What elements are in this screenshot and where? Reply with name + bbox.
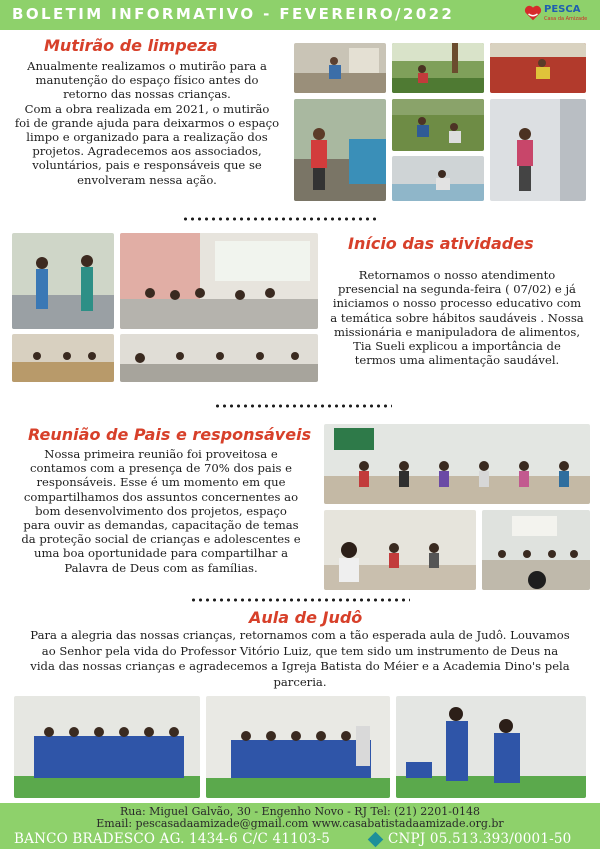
text-line: Com a obra realizada em 2021, o mutirão [24, 101, 270, 116]
text-line: limpo e organizado para a realização dos [26, 130, 268, 145]
photo-judo-group-2 [206, 696, 390, 798]
text-line: Tia Sueli explicou a importância de [353, 339, 561, 354]
header-bar [0, 0, 600, 30]
text-line: voluntários, pais e responsáveis que se [32, 158, 262, 173]
photo-painting-wall [490, 99, 586, 201]
text-line: Nossa primeira reunião foi proveitosa e [44, 447, 278, 461]
photo-cleaning-yard [294, 43, 386, 93]
section-divider [190, 598, 410, 602]
text-line: da proteção social de crianças e adolescentes e [21, 532, 301, 547]
text-line: missionária e manipuladora de alimentos, [333, 324, 581, 339]
reuniao-text [4, 447, 318, 575]
photo-floor-cleaning [490, 43, 586, 93]
text-line: presencial na segunda-feira ( 07/02) e já [338, 282, 576, 297]
text-line: para ouvir as demandas, capacitação de temas [23, 518, 299, 533]
bank-details: BANCO BRADESCO AG. 1434-6 C/C 41103-5 [14, 831, 331, 847]
text-line: Palavra de Deus com as famílias. [64, 560, 258, 575]
logo-name: PESCA [544, 4, 581, 15]
photo-weeding [392, 99, 484, 151]
text-line: uma boa oportunidade para compartilhar a [34, 546, 288, 561]
photo-kids-tables [12, 334, 114, 382]
cnpj-number: CNPJ 05.513.393/0001-50 [388, 831, 572, 847]
footer-bar [0, 803, 600, 849]
diamond-icon [368, 832, 384, 848]
photo-judo-group-1 [14, 696, 200, 798]
photo-volunteers-outdoor [294, 99, 386, 201]
text-line: termos uma alimentação saudável. [354, 353, 560, 368]
text-line: parceria. [273, 674, 327, 689]
photo-parents-meeting [324, 424, 590, 504]
text-line: Para a alegria das nossas crianças, retornamos com a tão esperada aula de Judô. Louvamos [30, 628, 570, 642]
text-line: Retornamos o nosso atendimento [358, 268, 556, 282]
text-line: ao Senhor pela vida do Professor Vitório Luiz, que tem sido um instrumento de Deus na [41, 643, 559, 658]
pesca-logo [524, 3, 586, 27]
photo-meeting-hall [482, 510, 590, 590]
mutirao-text [4, 59, 290, 187]
photo-scrubbing-floor [392, 156, 484, 201]
photo-classroom-lesson [120, 233, 318, 329]
text-line: a temática sobre hábitos saudáveis . Nossa [330, 310, 584, 325]
text-line: foi de grande ajuda para deixarmos o espaço [14, 115, 280, 130]
footer-contact: Email: pescasadaamizade@gmail.com www.casabatistadaamizade.org.br [96, 817, 504, 830]
text-line: manutenção do espaço físico antes do [35, 73, 259, 88]
judo-text [4, 628, 596, 690]
text-line: projetos. Agradecemos aos associados, [32, 144, 262, 159]
text-line: envolveram nessa ação. [77, 172, 217, 187]
section-divider [182, 217, 378, 221]
text-line: bom desenvolvimento dos projetos, espaço [35, 503, 287, 518]
section-divider [214, 404, 392, 408]
text-line: responsáveis. Esse é um momento em que [36, 475, 286, 490]
inicio-title: Início das atividades [348, 234, 534, 253]
newsletter-title: BOLETIM INFORMATIVO - FEVEREIRO/2022 [12, 5, 455, 23]
text-line: compartilhamos dos assuntos concernentes ao [23, 489, 299, 504]
photo-staff-group [12, 233, 114, 329]
reuniao-title: Reunião de Pais e responsáveis [28, 425, 312, 444]
photo-garden-work [392, 43, 484, 93]
mutirao-title: Mutirão de limpeza [44, 36, 218, 55]
text-line: Anualmente realizamos o mutirão para a [27, 59, 267, 73]
judo-title: Aula de Judô [249, 608, 363, 627]
photo-children-seated [120, 334, 318, 382]
photo-judo-lesson [396, 696, 586, 798]
inicio-text [322, 268, 592, 367]
text-line: contamos com a presença de 70% dos pais e [29, 461, 293, 476]
photo-meeting-room [324, 510, 476, 590]
text-line: iniciamos o nosso processo educativo com [332, 296, 582, 311]
text-line: vida das nossas crianças e agradecemos a Igreja Batista do Méier e a Academia Dino's pela [30, 659, 570, 673]
logo-subtitle: Casa da Amizade [544, 16, 588, 22]
text-line: retorno das nossas crianças. [63, 87, 231, 102]
heart-hands-icon [524, 4, 542, 22]
footer-address: Rua: Miguel Galvão, 30 - Engenho Novo - RJ Tel: (21) 2201-0148 [120, 805, 480, 818]
